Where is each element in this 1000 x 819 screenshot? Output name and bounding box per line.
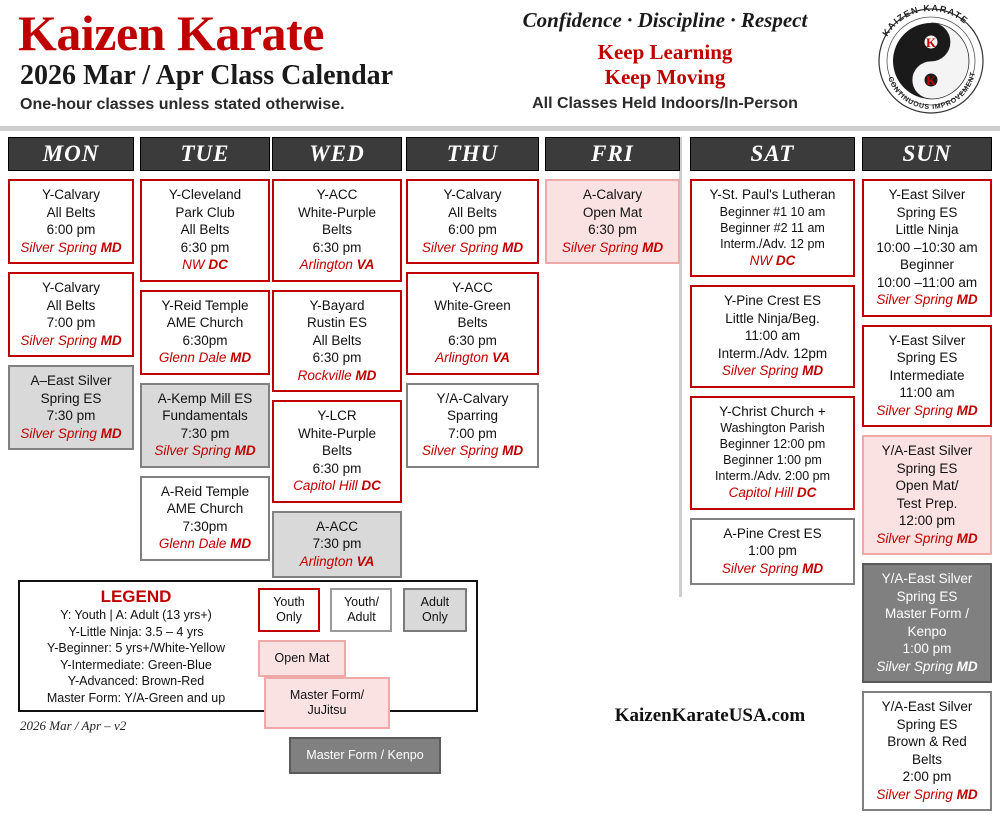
class-line: Rustin ES	[306, 315, 368, 330]
class-line: 2:00 pm	[902, 769, 952, 784]
class-line: 7:30 pm	[46, 408, 96, 423]
class-card[interactable]	[272, 290, 402, 393]
motto-line-1: Keep Learning	[597, 40, 733, 64]
version-footer: 2026 Mar / Apr – v2	[20, 718, 127, 733]
day-header-sat: SAT	[690, 137, 855, 171]
class-line: 7:00 pm	[46, 315, 96, 330]
day-header-wed: WED	[272, 137, 402, 171]
class-line: Spring ES	[40, 390, 102, 406]
class-line: Beginner 1:00 pm	[723, 453, 822, 467]
class-line: All Belts	[46, 204, 96, 220]
class-location: Silver Spring MD	[20, 425, 122, 441]
class-card[interactable]	[8, 272, 134, 357]
day-classes-mon	[8, 179, 134, 450]
class-line: Spring ES	[896, 350, 958, 365]
day-column-sat	[690, 137, 855, 593]
legend-line-1: Y-Little Ninja: 3.5 – 4 yrs	[68, 624, 204, 639]
class-location: Arlington VA	[299, 257, 375, 272]
class-card[interactable]	[690, 179, 855, 277]
legend-swatch-master-form-jujitsu: Master Form/ JuJitsu	[264, 677, 390, 729]
classes-held-note: All Classes Held Indoors/In-Person	[532, 95, 798, 112]
class-card[interactable]	[406, 272, 539, 375]
class-location: Silver Spring MD	[876, 530, 978, 546]
class-line: Y-LCR	[317, 408, 357, 423]
class-line: Y/A-Calvary	[436, 390, 509, 406]
class-line: Park Club	[175, 204, 235, 220]
svg-text:K: K	[925, 73, 937, 88]
svg-text:K: K	[925, 35, 937, 50]
page-header	[0, 0, 1000, 128]
class-line: 7:30 pm	[180, 425, 230, 441]
class-line: 6:30 pm	[312, 460, 362, 476]
class-line: All Belts	[180, 222, 230, 237]
class-card[interactable]	[140, 383, 270, 468]
class-card[interactable]	[8, 179, 134, 264]
class-line: Y-Cleveland	[168, 187, 242, 202]
class-line: A-Kemp Mill ES	[157, 390, 253, 406]
class-line: A–East Silver	[30, 373, 112, 388]
website-footer[interactable]: KaizenKarateUSA.com	[614, 705, 806, 726]
class-line: Little Ninja/Beg.	[725, 310, 820, 326]
class-location: Glenn Dale MD	[158, 536, 252, 551]
class-location: Capitol Hill DC	[293, 478, 381, 493]
class-card[interactable]	[862, 435, 992, 555]
class-line: Y-St. Paul's Lutheran	[709, 187, 836, 202]
legend-swatch-master-form-kenpo: Master Form / Kenpo	[289, 737, 441, 774]
class-line: 10:00 –10:30 am	[876, 239, 978, 255]
legend-line-0: Y: Youth | A: Adult (13 yrs+)	[60, 608, 212, 622]
class-line: A-Reid Temple	[160, 483, 250, 499]
legend-swatch-youth-adult: Youth/ Adult	[330, 588, 392, 632]
class-line: Washington Parish	[720, 421, 825, 435]
class-line: Beginner #2 11 am	[720, 220, 825, 235]
class-line: 6:30 pm	[312, 239, 362, 255]
legend-line-5: Master Form: Y/A-Green and up	[46, 690, 226, 705]
class-line: 7:30pm	[182, 518, 228, 534]
day-column-wed	[272, 137, 402, 586]
class-card[interactable]	[406, 383, 539, 468]
class-line: White-Green	[434, 297, 511, 313]
class-line: Belts	[911, 751, 942, 767]
class-card[interactable]	[272, 179, 402, 282]
tagline: Confidence · Discipline · Respect	[522, 8, 808, 32]
class-card[interactable]	[272, 511, 402, 579]
class-line: Kenpo	[907, 623, 947, 639]
class-location: Silver Spring MD	[154, 443, 256, 458]
class-line: Interm./Adv. 12 pm	[720, 236, 825, 251]
motto-line-2: Keep Moving	[604, 65, 726, 89]
legend-text-block	[20, 582, 252, 706]
svg-text:CONTINUOUS IMPROVEMENT: CONTINUOUS IMPROVEMENT	[886, 70, 978, 112]
class-line: Master Form /	[884, 606, 969, 621]
class-card[interactable]	[862, 325, 992, 428]
class-line: Beginner	[899, 257, 955, 272]
class-location: NW DC	[182, 257, 228, 272]
class-card[interactable]	[862, 179, 992, 317]
page-subtitle: 2026 Mar / Apr Class Calendar	[20, 60, 394, 91]
class-line: 12:00 pm	[898, 513, 956, 528]
class-line: Brown & Red	[887, 734, 967, 749]
day-header-thu: THU	[406, 137, 539, 171]
class-line: Y-ACC	[452, 280, 493, 295]
day-header-sun: SUN	[862, 137, 992, 171]
kaizen-karate-logo	[870, 2, 992, 120]
class-line: Interm./Adv. 12pm	[717, 345, 828, 361]
class-line: A-Calvary	[582, 187, 643, 202]
class-location: Silver Spring MD	[721, 363, 824, 378]
class-line: A-ACC	[315, 518, 358, 534]
class-card[interactable]	[272, 400, 402, 503]
class-card[interactable]	[690, 518, 855, 586]
svg-text:KAIZEN KARATE: KAIZEN KARATE	[880, 2, 971, 38]
class-location: NW DC	[749, 252, 796, 268]
class-line: Y/A-East Silver	[881, 571, 973, 586]
class-card[interactable]	[690, 396, 855, 510]
class-location: Silver Spring MD	[421, 239, 524, 255]
class-line: 1:00 pm	[902, 641, 952, 656]
class-card[interactable]	[406, 179, 539, 264]
class-line: Intermediate	[889, 367, 965, 383]
class-line: Fundamentals	[162, 408, 248, 423]
class-line: AME Church	[166, 501, 244, 516]
legend-swatch-youth-only: Youth Only	[258, 588, 320, 632]
legend-swatches	[252, 588, 478, 774]
class-card[interactable]	[690, 285, 855, 388]
class-location: Glenn Dale MD	[158, 350, 252, 365]
class-line: Y-Pine Crest ES	[723, 293, 822, 308]
class-line: 6:30 pm	[448, 332, 497, 348]
class-line: Spring ES	[896, 716, 958, 732]
class-location: Silver Spring MD	[561, 239, 664, 255]
class-line: 6:30 pm	[588, 222, 637, 237]
class-line: 6:30 pm	[180, 239, 230, 255]
class-location: Silver Spring MD	[20, 239, 122, 255]
class-line: Y-Reid Temple	[161, 297, 249, 313]
legend-title: LEGEND	[100, 587, 172, 606]
class-line: Y-Bayard	[309, 297, 365, 313]
class-line: Sparring	[446, 408, 499, 423]
class-line: 6:00 pm	[448, 222, 497, 237]
day-header-tue: TUE	[140, 137, 270, 171]
class-card[interactable]	[140, 179, 270, 282]
class-line: Y-Christ Church +	[719, 403, 826, 419]
class-line: 10:00 –11:00 am	[876, 274, 978, 290]
class-line: 6:30 pm	[312, 350, 362, 365]
class-line: 7:30 pm	[312, 536, 362, 551]
class-line: Test Prep.	[896, 495, 958, 511]
class-location: Capitol Hill DC	[728, 485, 817, 500]
class-line: Belts	[321, 222, 352, 237]
class-line: Spring ES	[896, 204, 958, 220]
class-line: White-Purple	[297, 204, 377, 220]
class-line: Spring ES	[896, 460, 958, 476]
class-line: Spring ES	[896, 588, 958, 604]
legend-line-3: Y-Intermediate: Green-Blue	[60, 657, 212, 672]
class-card[interactable]	[862, 563, 992, 683]
legend-swatch-open-mat: Open Mat	[258, 640, 346, 677]
class-line: Y-East Silver	[888, 187, 966, 202]
day-classes-sat	[690, 179, 855, 585]
class-line: All Belts	[46, 297, 96, 313]
legend-swatch-adult-only: Adult Only	[403, 588, 467, 632]
class-location: Silver Spring MD	[876, 786, 978, 802]
class-line: Beginner 12:00 pm	[719, 437, 826, 451]
day-header-mon: MON	[8, 137, 134, 171]
class-location: Silver Spring MD	[721, 560, 824, 576]
class-line: Open Mat	[582, 204, 643, 220]
class-line: Belts	[457, 315, 488, 330]
class-line: Y-Calvary	[443, 187, 502, 202]
class-location: Silver Spring MD	[876, 292, 978, 307]
class-line: All Belts	[448, 204, 497, 220]
class-line: Y-East Silver	[888, 332, 966, 348]
class-location: Rockville MD	[297, 367, 377, 383]
class-line: 7:00 pm	[448, 425, 497, 441]
class-line: White-Purple	[297, 425, 377, 441]
class-line: Little Ninja	[895, 222, 959, 237]
class-card[interactable]	[545, 179, 680, 264]
day-classes-thu	[406, 179, 539, 468]
class-line: AME Church	[166, 315, 244, 330]
legend-line-2: Y-Beginner: 5 yrs+/White-Yellow	[47, 641, 225, 655]
day-column-tue	[140, 137, 270, 569]
class-location: Silver Spring MD	[20, 332, 122, 348]
class-location: Arlington VA	[299, 553, 375, 569]
day-classes-fri	[545, 179, 680, 264]
class-line: 11:00 am	[744, 328, 801, 343]
class-line: Y/A-East Silver	[881, 443, 973, 458]
day-column-fri	[545, 137, 680, 272]
day-classes-tue	[140, 179, 270, 561]
class-location: Silver Spring MD	[876, 402, 978, 418]
class-line: 6:30pm	[182, 332, 228, 348]
class-line: 11:00 am	[899, 385, 955, 400]
class-location: Arlington VA	[435, 350, 510, 365]
page-title: Kaizen Karate	[18, 5, 324, 61]
class-line: Belts	[321, 443, 352, 458]
class-card[interactable]	[140, 290, 270, 375]
class-line: All Belts	[312, 332, 362, 348]
class-location: Silver Spring MD	[421, 443, 524, 458]
class-line: Beginner #1 10 am	[719, 204, 826, 219]
class-line: 6:00 pm	[46, 222, 96, 237]
class-line: Y-Calvary	[41, 280, 101, 295]
class-line: A-Pine Crest ES	[723, 525, 822, 541]
legend-line-4: Y-Advanced: Brown-Red	[67, 674, 205, 688]
class-location: Silver Spring MD	[876, 658, 978, 674]
header-divider	[0, 126, 1000, 131]
class-duration-note: One-hour classes unless stated otherwise.	[20, 96, 345, 113]
day-column-mon	[8, 137, 134, 458]
class-line: Interm./Adv. 2:00 pm	[714, 469, 831, 483]
class-card[interactable]	[140, 476, 270, 561]
class-line: 1:00 pm	[748, 543, 797, 558]
class-line: Open Mat/	[895, 478, 959, 493]
day-classes-wed	[272, 179, 402, 578]
class-card[interactable]	[8, 365, 134, 450]
class-line: Y-ACC	[316, 187, 358, 202]
class-line: Y-Calvary	[41, 187, 101, 202]
day-header-fri: FRI	[545, 137, 680, 171]
class-line: Y/A-East Silver	[881, 699, 973, 714]
day-column-thu	[406, 137, 539, 476]
